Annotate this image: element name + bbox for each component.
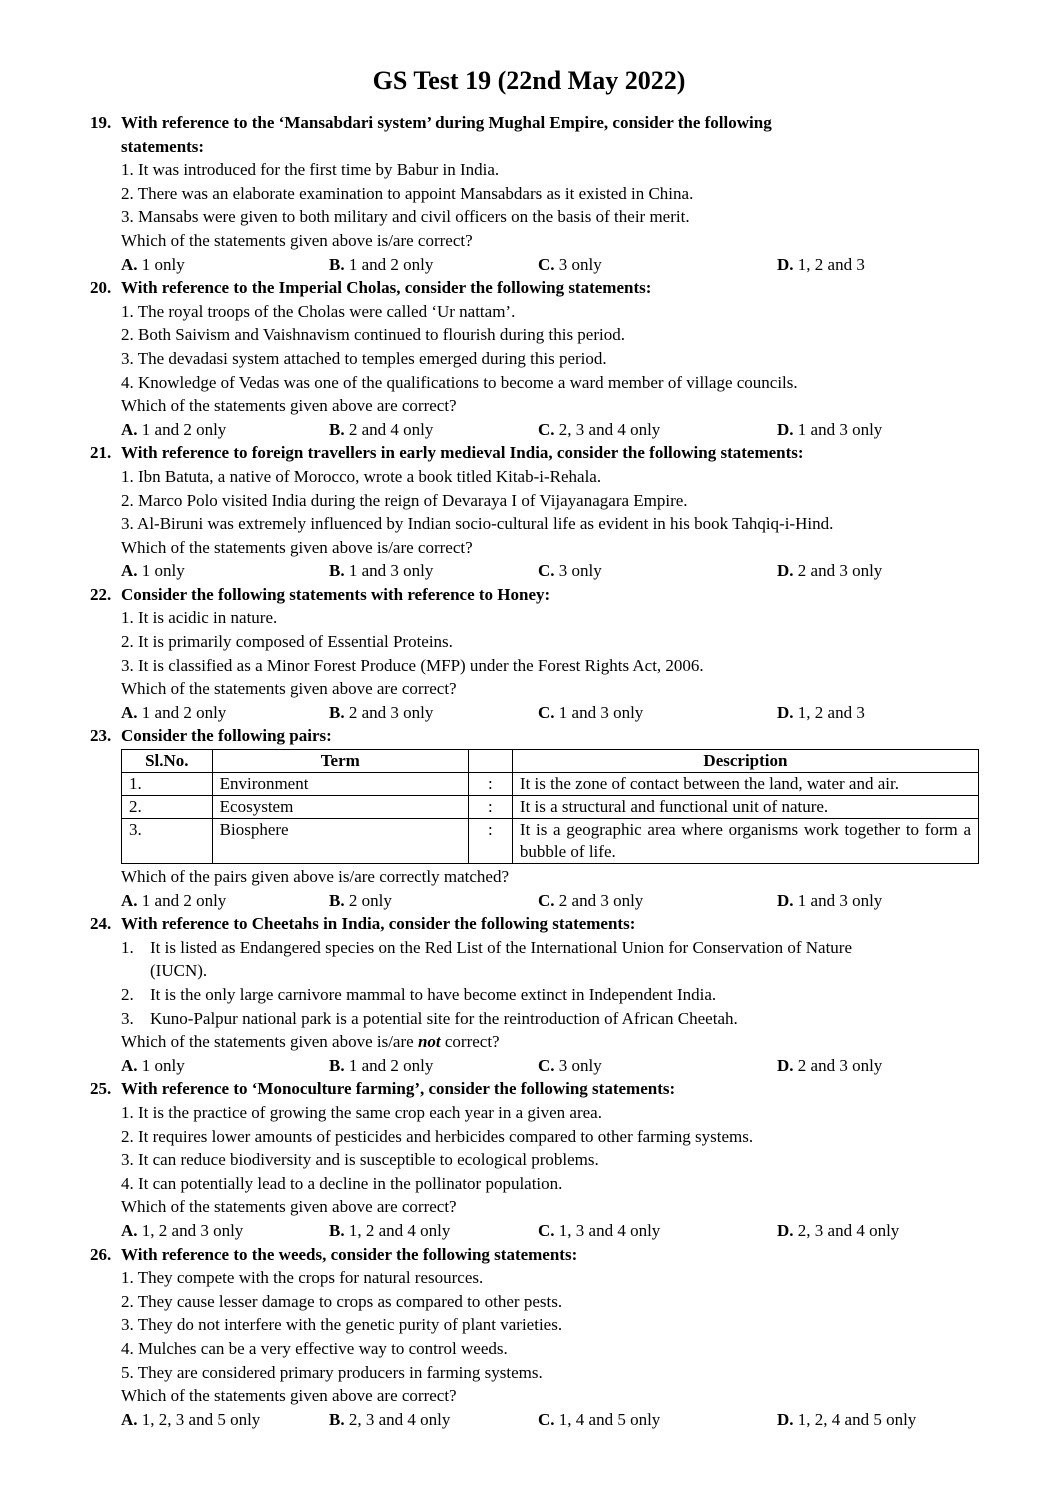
statement: 1. The royal troops of the Cholas were called ‘Ur nattam’.	[121, 301, 516, 321]
option-d: D. 2 and 3 only	[777, 1055, 883, 1075]
statement	[90, 1007, 980, 1031]
options-row	[90, 1408, 980, 1432]
statement: 2. Marco Polo visited India during the reign of Devaraya I of Vijayanagara Empire.	[121, 490, 688, 510]
table-header-cell: Term	[212, 750, 468, 773]
option-d: D. 1 and 3 only	[777, 890, 883, 910]
table-cell: Ecosystem	[212, 796, 468, 819]
option-letter: B.	[329, 1409, 345, 1429]
option-letter: B.	[329, 254, 345, 274]
option-c: C. 2 and 3 only	[538, 890, 644, 910]
table-row	[122, 819, 979, 864]
option-letter: C.	[538, 1220, 555, 1240]
option-letter: D.	[777, 890, 794, 910]
option-letter: A.	[121, 561, 138, 581]
statement: 2. It is primarily composed of Essential Proteins.	[121, 632, 453, 652]
option-letter: A.	[121, 254, 138, 274]
table-cell: :	[468, 819, 512, 864]
question-19	[90, 111, 980, 276]
option-letter: C.	[538, 1055, 555, 1075]
options-row	[90, 1219, 980, 1243]
statement	[90, 983, 980, 1007]
statement-text: (IUCN).	[150, 961, 208, 981]
question-number: 19.	[90, 113, 112, 132]
question-heading	[90, 441, 980, 465]
option-a: A. 1 only	[121, 254, 185, 274]
table-wrap	[90, 749, 980, 864]
question-24	[90, 912, 980, 1077]
option-letter: C.	[538, 702, 555, 722]
question-text: With reference to foreign travellers in early medieval India, consider the following statements:	[121, 443, 804, 463]
option-b: B. 1, 2 and 4 only	[329, 1220, 451, 1240]
option-a: A. 1 and 2 only	[121, 419, 227, 439]
question-23	[90, 724, 980, 912]
statement-text: It is listed as Endangered species on the Red List of the International Union for Conservation of Nature	[150, 937, 853, 957]
option-b: B. 1 and 2 only	[329, 254, 434, 274]
options-row	[90, 559, 980, 583]
question-text: With reference to the Imperial Cholas, consider the following statements:	[121, 278, 652, 298]
question-21	[90, 441, 980, 583]
statement: 1. Ibn Batuta, a native of Morocco, wrote a book titled Kitab-i-Rehala.	[121, 466, 602, 486]
option-letter: C.	[538, 561, 555, 581]
table-cell: 2.	[122, 796, 213, 819]
statement: 2. Both Saivism and Vaishnavism continued to flourish during this period.	[121, 325, 625, 345]
question-prompt: Which of the statements given above are correct?	[121, 396, 457, 416]
question-text: Consider the following pairs:	[121, 726, 332, 746]
option-letter: D.	[777, 419, 794, 439]
question-number: 23.	[90, 726, 112, 746]
option-letter: C.	[538, 890, 555, 910]
statement-number: 3.	[121, 1008, 134, 1028]
question-list	[90, 111, 980, 1431]
option-b: B. 2, 3 and 4 only	[329, 1409, 451, 1429]
prompt-part: correct?	[440, 1032, 500, 1052]
statement-number: 1.	[121, 937, 134, 957]
question-text: Consider the following statements with reference to Honey:	[121, 584, 551, 604]
option-letter: D.	[777, 254, 794, 274]
option-d: D. 1, 2 and 3	[777, 702, 865, 722]
prompt-part: Which of the statements given above is/are	[121, 1032, 418, 1052]
statement: 4. Mulches can be a very effective way to control weeds.	[121, 1338, 508, 1358]
pairs-table	[121, 749, 979, 864]
statement: 3. It can reduce biodiversity and is susceptible to ecological problems.	[121, 1150, 599, 1170]
question-prompt: Which of the statements given above is/are correct?	[121, 537, 473, 557]
question-heading	[90, 912, 980, 936]
question-number: 20.	[90, 278, 112, 298]
statement: 1. It is the practice of growing the same crop each year in a given area.	[121, 1102, 602, 1122]
option-letter: C.	[538, 1409, 555, 1429]
question-22	[90, 583, 980, 725]
table-cell: It is a geographic area where organisms work together to form a bubble of life.	[512, 819, 978, 864]
option-letter: B.	[329, 419, 345, 439]
option-d: D. 1 and 3 only	[777, 419, 883, 439]
option-letter: B.	[329, 702, 345, 722]
question-text: statements:	[121, 136, 205, 156]
option-a: A. 1 only	[121, 1055, 185, 1075]
statement	[90, 959, 980, 983]
option-letter: D.	[777, 1220, 794, 1240]
option-c: C. 1 and 3 only	[538, 702, 644, 722]
option-letter: A.	[121, 419, 138, 439]
table-cell: Environment	[212, 773, 468, 796]
option-c: C. 3 only	[538, 1055, 602, 1075]
table-cell: 3.	[122, 819, 213, 864]
statement: 2. There was an elaborate examination to appoint Mansabdars as it existed in China.	[121, 183, 694, 203]
option-letter: D.	[777, 561, 794, 581]
table-header-row	[122, 750, 979, 773]
option-b: B. 2 and 3 only	[329, 702, 434, 722]
option-b: B. 1 and 3 only	[329, 561, 434, 581]
statement: 5. They are considered primary producers in farming systems.	[121, 1362, 543, 1382]
statement: 1. It is acidic in nature.	[121, 608, 278, 628]
option-letter: D.	[777, 702, 794, 722]
question-prompt: Which of the statements given above are correct?	[121, 1386, 457, 1406]
option-letter: C.	[538, 254, 555, 274]
option-a: A. 1 and 2 only	[121, 702, 227, 722]
option-letter: B.	[329, 1055, 345, 1075]
question-prompt: Which of the statements given above is/are correct?	[121, 230, 473, 250]
question-25	[90, 1077, 980, 1242]
question-number: 25.	[90, 1079, 112, 1099]
table-cell: 1.	[122, 773, 213, 796]
option-c: C. 1, 3 and 4 only	[538, 1220, 661, 1240]
option-letter: A.	[121, 1220, 138, 1240]
question-text: With reference to the ‘Mansabdari system’ during Mughal Empire, consider the following	[121, 113, 772, 132]
option-letter: B.	[329, 561, 345, 581]
option-a: A. 1 and 2 only	[121, 890, 227, 910]
option-c: C. 2, 3 and 4 only	[538, 419, 661, 439]
question-number: 26.	[90, 1244, 112, 1264]
statement-text: Kuno-Palpur national park is a potential site for the reintroduction of African Cheetah.	[150, 1008, 738, 1028]
option-letter: D.	[777, 1409, 794, 1429]
option-letter: A.	[121, 702, 138, 722]
option-letter: A.	[121, 890, 138, 910]
option-d: D. 2, 3 and 4 only	[777, 1220, 900, 1240]
question-heading	[90, 724, 980, 748]
question-heading	[90, 135, 980, 159]
question-text: With reference to Cheetahs in India, consider the following statements:	[121, 914, 636, 934]
table-cell: It is a structural and functional unit of nature.	[512, 796, 978, 819]
table-cell: :	[468, 796, 512, 819]
option-a: A. 1, 2, 3 and 5 only	[121, 1409, 261, 1429]
question-prompt: Which of the statements given above are correct?	[121, 679, 457, 699]
option-d: D. 1, 2, 4 and 5 only	[777, 1409, 917, 1429]
option-letter: D.	[777, 1055, 794, 1075]
statement: 4. It can potentially lead to a decline in the pollinator population.	[121, 1173, 563, 1193]
statement: 1. It was introduced for the first time by Babur in India.	[121, 160, 500, 180]
option-c: C. 3 only	[538, 561, 602, 581]
table-header-cell: Description	[512, 750, 978, 773]
table-row	[122, 796, 979, 819]
table-row	[122, 773, 979, 796]
question-prompt: Which of the statements given above are correct?	[121, 1197, 457, 1217]
statement-text: It is the only large carnivore mammal to have become extinct in Independent India.	[150, 985, 717, 1004]
option-b: B. 2 and 4 only	[329, 419, 434, 439]
prompt-part: not	[417, 1032, 441, 1052]
table-cell: It is the zone of contact between the land, water and air.	[512, 773, 978, 796]
option-c: C. 3 only	[538, 254, 602, 274]
question-heading	[90, 1077, 980, 1101]
statement: 4. Knowledge of Vedas was one of the qualifications to become a ward member of village councils.	[121, 372, 798, 392]
table-cell: Biosphere	[212, 819, 468, 864]
statement: 2. It requires lower amounts of pesticides and herbicides compared to other farming systems.	[121, 1126, 754, 1146]
options-row	[90, 1054, 980, 1078]
statement	[90, 936, 980, 960]
option-a: A. 1, 2 and 3 only	[121, 1220, 244, 1240]
option-letter: A.	[121, 1409, 138, 1429]
option-a: A. 1 only	[121, 561, 185, 581]
options-row	[90, 701, 980, 725]
statement: 3. The devadasi system attached to temples emerged during this period.	[121, 348, 607, 368]
page-title: GS Test 19 (22nd May 2022)	[372, 66, 686, 95]
statement: 3. They do not interfere with the genetic purity of plant varieties.	[121, 1315, 563, 1335]
question-heading	[90, 1243, 980, 1267]
option-c: C. 1, 4 and 5 only	[538, 1409, 661, 1429]
options-row	[90, 253, 980, 277]
option-letter: C.	[538, 419, 555, 439]
question-text: With reference to ‘Monoculture farming’, consider the following statements:	[121, 1079, 676, 1099]
question-number: 22.	[90, 584, 112, 604]
statement-number: 2.	[121, 985, 134, 1004]
statement: 3. Al-Biruni was extremely influenced by Indian socio-cultural life as evident in his book Tahqiq-i-Hind.	[121, 514, 834, 534]
table-header-cell	[468, 750, 512, 773]
question-heading	[90, 111, 980, 135]
statement: 1. They compete with the crops for natural resources.	[121, 1268, 484, 1288]
question-text: With reference to the weeds, consider the following statements:	[121, 1244, 578, 1264]
question-number: 24.	[90, 914, 112, 934]
option-d: D. 1, 2 and 3	[777, 254, 865, 274]
option-letter: B.	[329, 890, 345, 910]
question-heading	[90, 583, 980, 607]
question-prompt	[90, 1030, 980, 1054]
option-b: B. 2 only	[329, 890, 392, 910]
question-number: 21.	[90, 443, 112, 463]
question-heading	[90, 276, 980, 300]
options-row	[90, 418, 980, 442]
question-26	[90, 1243, 980, 1432]
table-header-cell: Sl.No.	[122, 750, 213, 773]
question-prompt: Which of the pairs given above is/are correctly matched?	[121, 867, 509, 887]
statement: 3. It is classified as a Minor Forest Produce (MFP) under the Forest Rights Act, 2006.	[121, 655, 704, 675]
option-b: B. 1 and 2 only	[329, 1055, 434, 1075]
statement: 3. Mansabs were given to both military and civil officers on the basis of their merit.	[121, 207, 690, 227]
options-row	[90, 889, 980, 913]
statement: 2. They cause lesser damage to crops as compared to other pests.	[121, 1291, 563, 1311]
table-cell: :	[468, 773, 512, 796]
option-d: D. 2 and 3 only	[777, 561, 883, 581]
option-letter: A.	[121, 1055, 138, 1075]
option-letter: B.	[329, 1220, 345, 1240]
question-20	[90, 276, 980, 441]
